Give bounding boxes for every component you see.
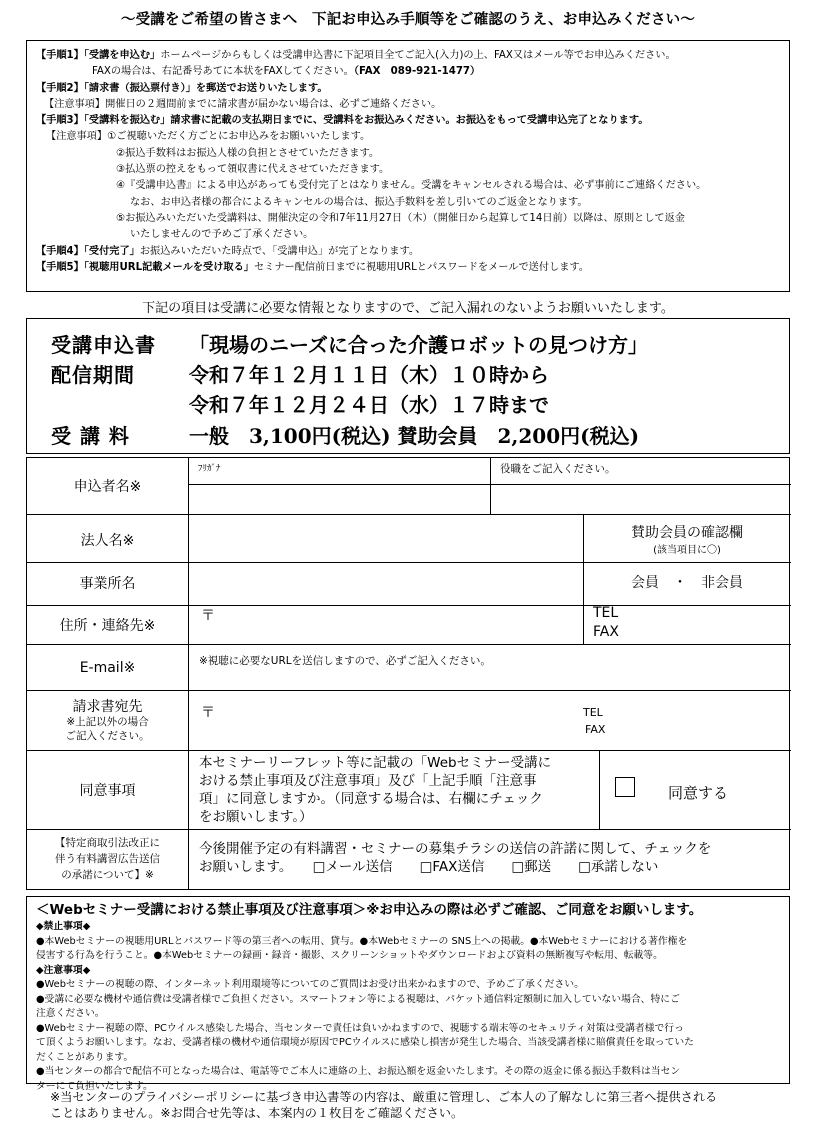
address-field[interactable] xyxy=(188,606,583,644)
step-3-note: 【注意事項】①ご視聴いただく方ごとにお申込みをお願いいたします。 xyxy=(46,131,371,143)
billing-tel-label: TEL xyxy=(583,706,603,719)
step-3-note: ③払込票の控えをもって領収書に代えさせていただきます。 xyxy=(116,164,390,176)
fax-label: FAX xyxy=(593,624,619,640)
postal-mark: 〒 xyxy=(201,608,215,624)
billing-address-field[interactable] xyxy=(188,691,791,750)
office-label: 事業所名 xyxy=(79,576,136,592)
prohibited-heading: ◆禁止事項◆ xyxy=(36,921,91,932)
step-3-note: ④『受講申込書』による申込があっても受付完了とはなりません。受講をキャンセルされる場合は、必ず事前にご連絡ください。 xyxy=(116,180,707,192)
period-row: 配信期間 令和７年１２月１１日（木）１０時から xyxy=(51,363,549,387)
step-3-note: なお、お申込者様の都合によるキャンセルの場合は、振込手数料を差し引いてのご返金となります。 xyxy=(130,196,588,208)
step-3-note: いたしませんので予めご了承ください。 xyxy=(130,229,314,241)
billing-postal-mark: 〒 xyxy=(201,705,215,721)
consent-text: 本セミナーリーフレット等に記載の「Webセミナー受講に おける禁止事項及び注意事項」及び「上記手順「注意事 項」に同意しますか。（同意する場合は、右欄にチェック をお願いします。） xyxy=(199,755,552,825)
application-steps xyxy=(26,40,790,292)
email-note: ※視聴に必要なURLを送信しますので、必ずご記入ください。 xyxy=(199,655,491,667)
step-2: 【手順2】「請求書（振込票付き）」を郵送でお送りいたします。 xyxy=(36,82,328,94)
member-check-sub: (該当項目に〇) xyxy=(653,545,721,556)
caution-line: て頂くようお願いします。なお、受講者様の機材や通信環境が原因でPCウイルスに感染し損害が発生した場合、当該受講者様に賠償責任を取っていた xyxy=(36,1037,694,1048)
consent-label: 同意事項 xyxy=(79,783,136,799)
fill-notice: 下記の項目は受講に必要な情報となりますので、ご記入漏れのないようお願いいたします。 xyxy=(142,301,674,316)
caution-line: だくことがあります。 xyxy=(36,1051,134,1063)
caution-heading: ◆注意事項◆ xyxy=(36,964,91,976)
step-1: 【手順1】「受講を申込む」ホームページからもしくは受講申込書に下記項目全てご記入(入力)の上、FAX又はメール等でお申込みください。 xyxy=(36,50,676,61)
position-label: 役職をご記入ください。 xyxy=(500,463,616,475)
consent-checkbox[interactable] xyxy=(615,777,635,797)
furigana-label: ﾌﾘｶﾞﾅ xyxy=(198,464,221,474)
step-2-note: 【注意事項】開催日の２週間前までに請求書が届かない場合は、必ずご連絡ください。 xyxy=(44,98,442,110)
page-title: ～受講をご希望の皆さまへ 下記お申込み手順等をご確認のうえ、お申込みください～ xyxy=(120,12,696,28)
step-3: 【手順3】「受講料を振込む」請求書に記載の支払期日までに、受講料をお振込みください。お振込をもって受講申込完了となります。 xyxy=(36,115,649,127)
caution-line: ●Webセミナー視聴の際、PCウイルス感染した場合、当センターで責任は負いかねますので、視聴する端末等のセキュリティ対策は受講者様で行っ xyxy=(36,1022,684,1034)
position-field[interactable] xyxy=(490,484,790,514)
corp-label: 法人名※ xyxy=(80,533,135,549)
corp-name-field[interactable] xyxy=(188,515,583,562)
period-end-row: 令和７年１２月２４日（水）１７時まで xyxy=(189,393,549,417)
caution-line: ●受講に必要な機材や通信費は受講者様でご負担ください。スマートフォン等による視聴は、パケット通信料定額制に加入していない場合、特にご xyxy=(36,993,680,1005)
step-4: 【手順4】「受付完了」お振込みいただいた時点で、「受講申込」が完了となります。 xyxy=(36,245,420,257)
address-label: 住所・連絡先※ xyxy=(59,618,156,634)
tel-label: TEL xyxy=(593,605,619,621)
step-3-note: ②振込手数料はお振込人様の負担とさせていただきます。 xyxy=(116,147,380,159)
application-form xyxy=(26,457,790,890)
billing-note-1: ※上記以外の場合 xyxy=(66,716,149,728)
billing-label: 請求書宛先 xyxy=(72,699,143,715)
privacy-footer: ※当センターのプライバシーポリシーに基づき申込書等の内容は、厳重に管理し、ご本人の了解なしに第三者へ提供される ことはありません。※お問合せ先等は、本案内の１枚目をご確認ください。 xyxy=(50,1090,718,1120)
email-label: E-mail※ xyxy=(79,660,136,676)
law-consent[interactable]: 今後開催予定の有料講習・セミナーの募集チラシの送信の許諾に関して、チェックを お願いします。 □メール送信 □FAX送信 □郵送 □承諾しない xyxy=(199,841,712,875)
prohibited-line: ●本Webセミナーの視聴用URLとパスワード等の第三者への転用、貸与。●本Webセミナーの SNS上への掲載。●本Webセミナーにおける著作権を xyxy=(36,935,688,947)
seminar-info xyxy=(26,318,790,454)
step-5: 【手順5】「視聴用URL記載メールを受け取る」セミナー配信前日までに視聴用URLとパスワードをメールで送付します。 xyxy=(36,261,589,273)
step-3-note: ⑤お振込みいただいた受講料は、開催決定の令和7年11月27日（木）（開催日から起算して14日前）以降は、原則として返金 xyxy=(116,212,685,224)
member-check-title: 賛助会員の確認欄 xyxy=(631,525,743,541)
billing-note-2: ご記入ください。 xyxy=(65,730,150,742)
law-label: 【特定商取引法改正に 伴う有料講習広告送信 の承諾について】※ xyxy=(55,837,160,881)
step-1-fax: FAXの場合は、右記番号あてに本状をFAXしてください。（FAX 089-921-1477） xyxy=(92,66,481,78)
caution-line: ●当センターの都合で配信不可となった場合は、電話等でご本人に連絡の上、お振込額を返金いたします。その際の返金に係る振込手数料は当セン xyxy=(36,1066,681,1077)
caution-line: 注意ください。 xyxy=(36,1008,105,1019)
email-field[interactable] xyxy=(188,645,791,690)
seminar-title-row: 受講申込書 「現場のニーズに合った介護ロボットの見つけ方」 xyxy=(51,333,648,357)
billing-fax-label: FAX xyxy=(585,723,606,736)
rules-box xyxy=(26,896,790,1092)
fee-row: 受 講 料 一般 3,100円(税込) 賛助会員 2,200円(税込) xyxy=(51,424,640,448)
applicant-label: 申込者名※ xyxy=(73,479,142,495)
office-field[interactable] xyxy=(188,563,583,605)
prohibited-line: 侵害する行為を行うこと。●本Webセミナーの録画・録音・撮影、スクリーンショットやダウンロードおよび資料の無断複写や転用、転載等。 xyxy=(36,950,663,961)
caution-line: ターにて負担いたします。 xyxy=(36,1080,153,1092)
caution-line: ●Webセミナーの視聴の際、インターネット利用環境等についてのご質問はお受け出来かねますので、予めご了承ください。 xyxy=(36,979,584,990)
applicant-name-field[interactable] xyxy=(188,484,490,514)
member-options[interactable]: 会員 ・ 非会員 xyxy=(631,575,743,591)
rules-heading: ＜Webセミナー受講における禁止事項及び注意事項＞※お申込みの際は必ずご確認、ご同意をお願いします。 xyxy=(36,902,703,918)
consent-check-label: 同意する xyxy=(668,784,729,802)
